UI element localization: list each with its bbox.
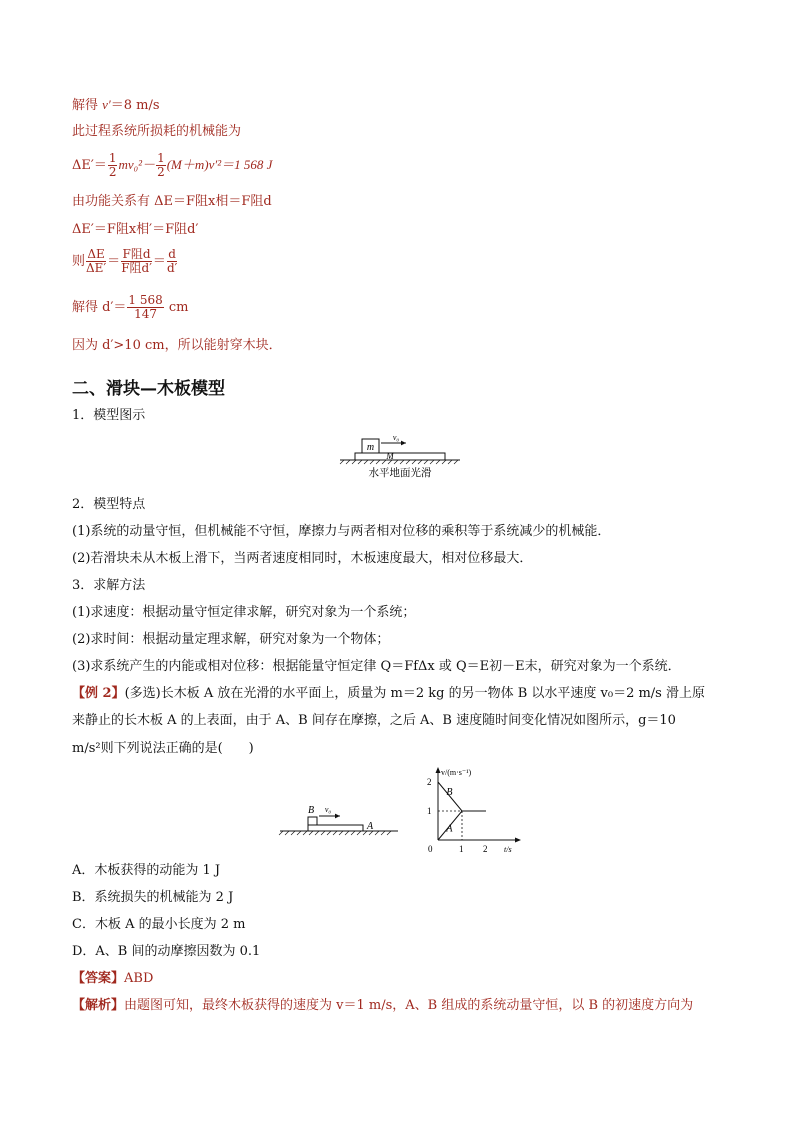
series-label-b: B [446,787,453,799]
method-3: (3)求系统产生的内能或相对位移：根据能量守恒定律 Q＝FfΔx 或 Q＝E初－E末，研究对象为一个系统． [72,659,681,674]
option-a: A．木板获得的动能为 1 J [72,863,221,878]
option-d: D．A、B 间的动摩擦因数为 0.1 [72,944,261,959]
example-line-2: 来静止的长木板 A 的上表面，由于 A、B 间存在摩擦，之后 A、B 速度随时间变化情况如图所示，g＝10 [72,713,676,728]
example-board-figure [278,798,403,843]
y-tick-label: 1 [427,806,432,816]
solution-line-4: 由功能关系有 ΔE＝F阻x相＝F阻d [72,194,272,209]
figure-caption: 水平地面光滑 [368,467,432,479]
x-tick-label: 2 [483,844,488,854]
small-block-label: m [366,442,375,453]
method-1: (1)求速度：根据动量守恒定律求解，研究对象为一个系统； [72,605,416,620]
board-a-label: A [366,821,374,832]
answer-tag: 【答案】 [72,971,125,986]
solution-line-2: 此过程系统所损耗的机械能为 [72,124,242,139]
y-tick-label: 2 [427,777,432,787]
option-c: C．木板 A 的最小长度为 2 m [72,917,246,932]
solution-line-1: 解得 v′＝8 m/s [72,97,160,113]
method-2: (2)求时间：根据动量定理求解，研究对象为一个物体； [72,632,390,647]
feature-1: (1)系统的动量守恒，但机械能不守恒，摩擦力与两者相对位移的乘积等于系统减少的机械能． [72,524,611,539]
example-line-3: m/s²则下列说法正确的是( ) [72,741,254,756]
vt-chart [418,762,528,854]
section-heading: 二、滑块—木板模型 [72,379,225,399]
item-3-title: 3．求解方法 [72,578,146,593]
y-axis-label: v/(m·s⁻¹) [441,768,472,777]
fraction: $\frac{1 568}{147}$ [128,293,163,321]
series-label-a: A [446,823,453,835]
solution-line-7: 解得 d′＝ $\frac{1 568}{147}$ cm [72,293,189,321]
fraction: $\frac{\Delta E}{\Delta E'}$ [86,247,107,275]
model-figure [330,432,470,490]
x-axis-label: t/s [504,845,512,854]
example-line-1: 【例 2】(多选)长木板 A 放在光滑的水平面上，质量为 m＝2 kg 的另一物体 B 以水平速度 v₀＝2 m/s 滑上原 [72,686,705,701]
ground-hatch-2 [279,831,391,835]
analysis-line: 【解析】由题图可知，最终木板获得的速度为 v＝1 m/s，A、B 组成的系统动量守恒，以 B 的初速度方向为 [72,998,694,1013]
x-tick-label: 1 [459,844,464,854]
board-a [308,825,363,831]
solution-line-5: ΔE′＝F阻x相′＝F阻d′ [72,222,199,237]
option-b: B．系统损失的机械能为 2 J [72,890,234,905]
answer-line [72,970,153,988]
fraction: $\frac{d}{d'}$ [166,247,178,275]
big-board [355,453,445,460]
feature-2: (2)若滑块未从木板上滑下，当两者速度相同时，木板速度最大，相对位移最大． [72,551,533,566]
analysis-tag: 【解析】 [72,998,125,1013]
item-1-title: 1．模型图示 [72,408,146,423]
ground-hatch [340,460,458,464]
item-2-title: 2．模型特点 [72,497,146,512]
big-board-label: M [386,451,394,461]
velocity-label: v₀ [324,805,332,814]
series-line-b [438,782,486,811]
velocity-label: v₀ [392,433,400,442]
fraction-half: $\frac{1}{2}$ [157,151,165,179]
solution-line-8: 因为 d′>10 cm，所以能射穿木块． [72,338,282,353]
solution-line-6: 则 $\frac{\Delta E}{\Delta E'}$ ＝ $\frac{\text{F阻d}}{\text{F阻d′}}$ ＝ $\frac{d}{d'}$ [72,247,178,275]
example-tag: 【例 2】 [72,686,125,701]
block-b-label: B [307,805,315,816]
block-b [308,817,317,825]
fraction: $\frac{\text{F阻d}}{\text{F阻d′}}$ [121,247,152,275]
answer-value: ABD [124,971,154,986]
fraction-half: $\frac{1}{2}$ [108,151,117,179]
solution-line-3: ΔE′＝ $\frac{1}{2}$ mv₀²－ $\frac{1}{2}$ (M＋m)v′²＝1 568 J [72,151,273,179]
x-tick-label: 0 [428,844,433,854]
